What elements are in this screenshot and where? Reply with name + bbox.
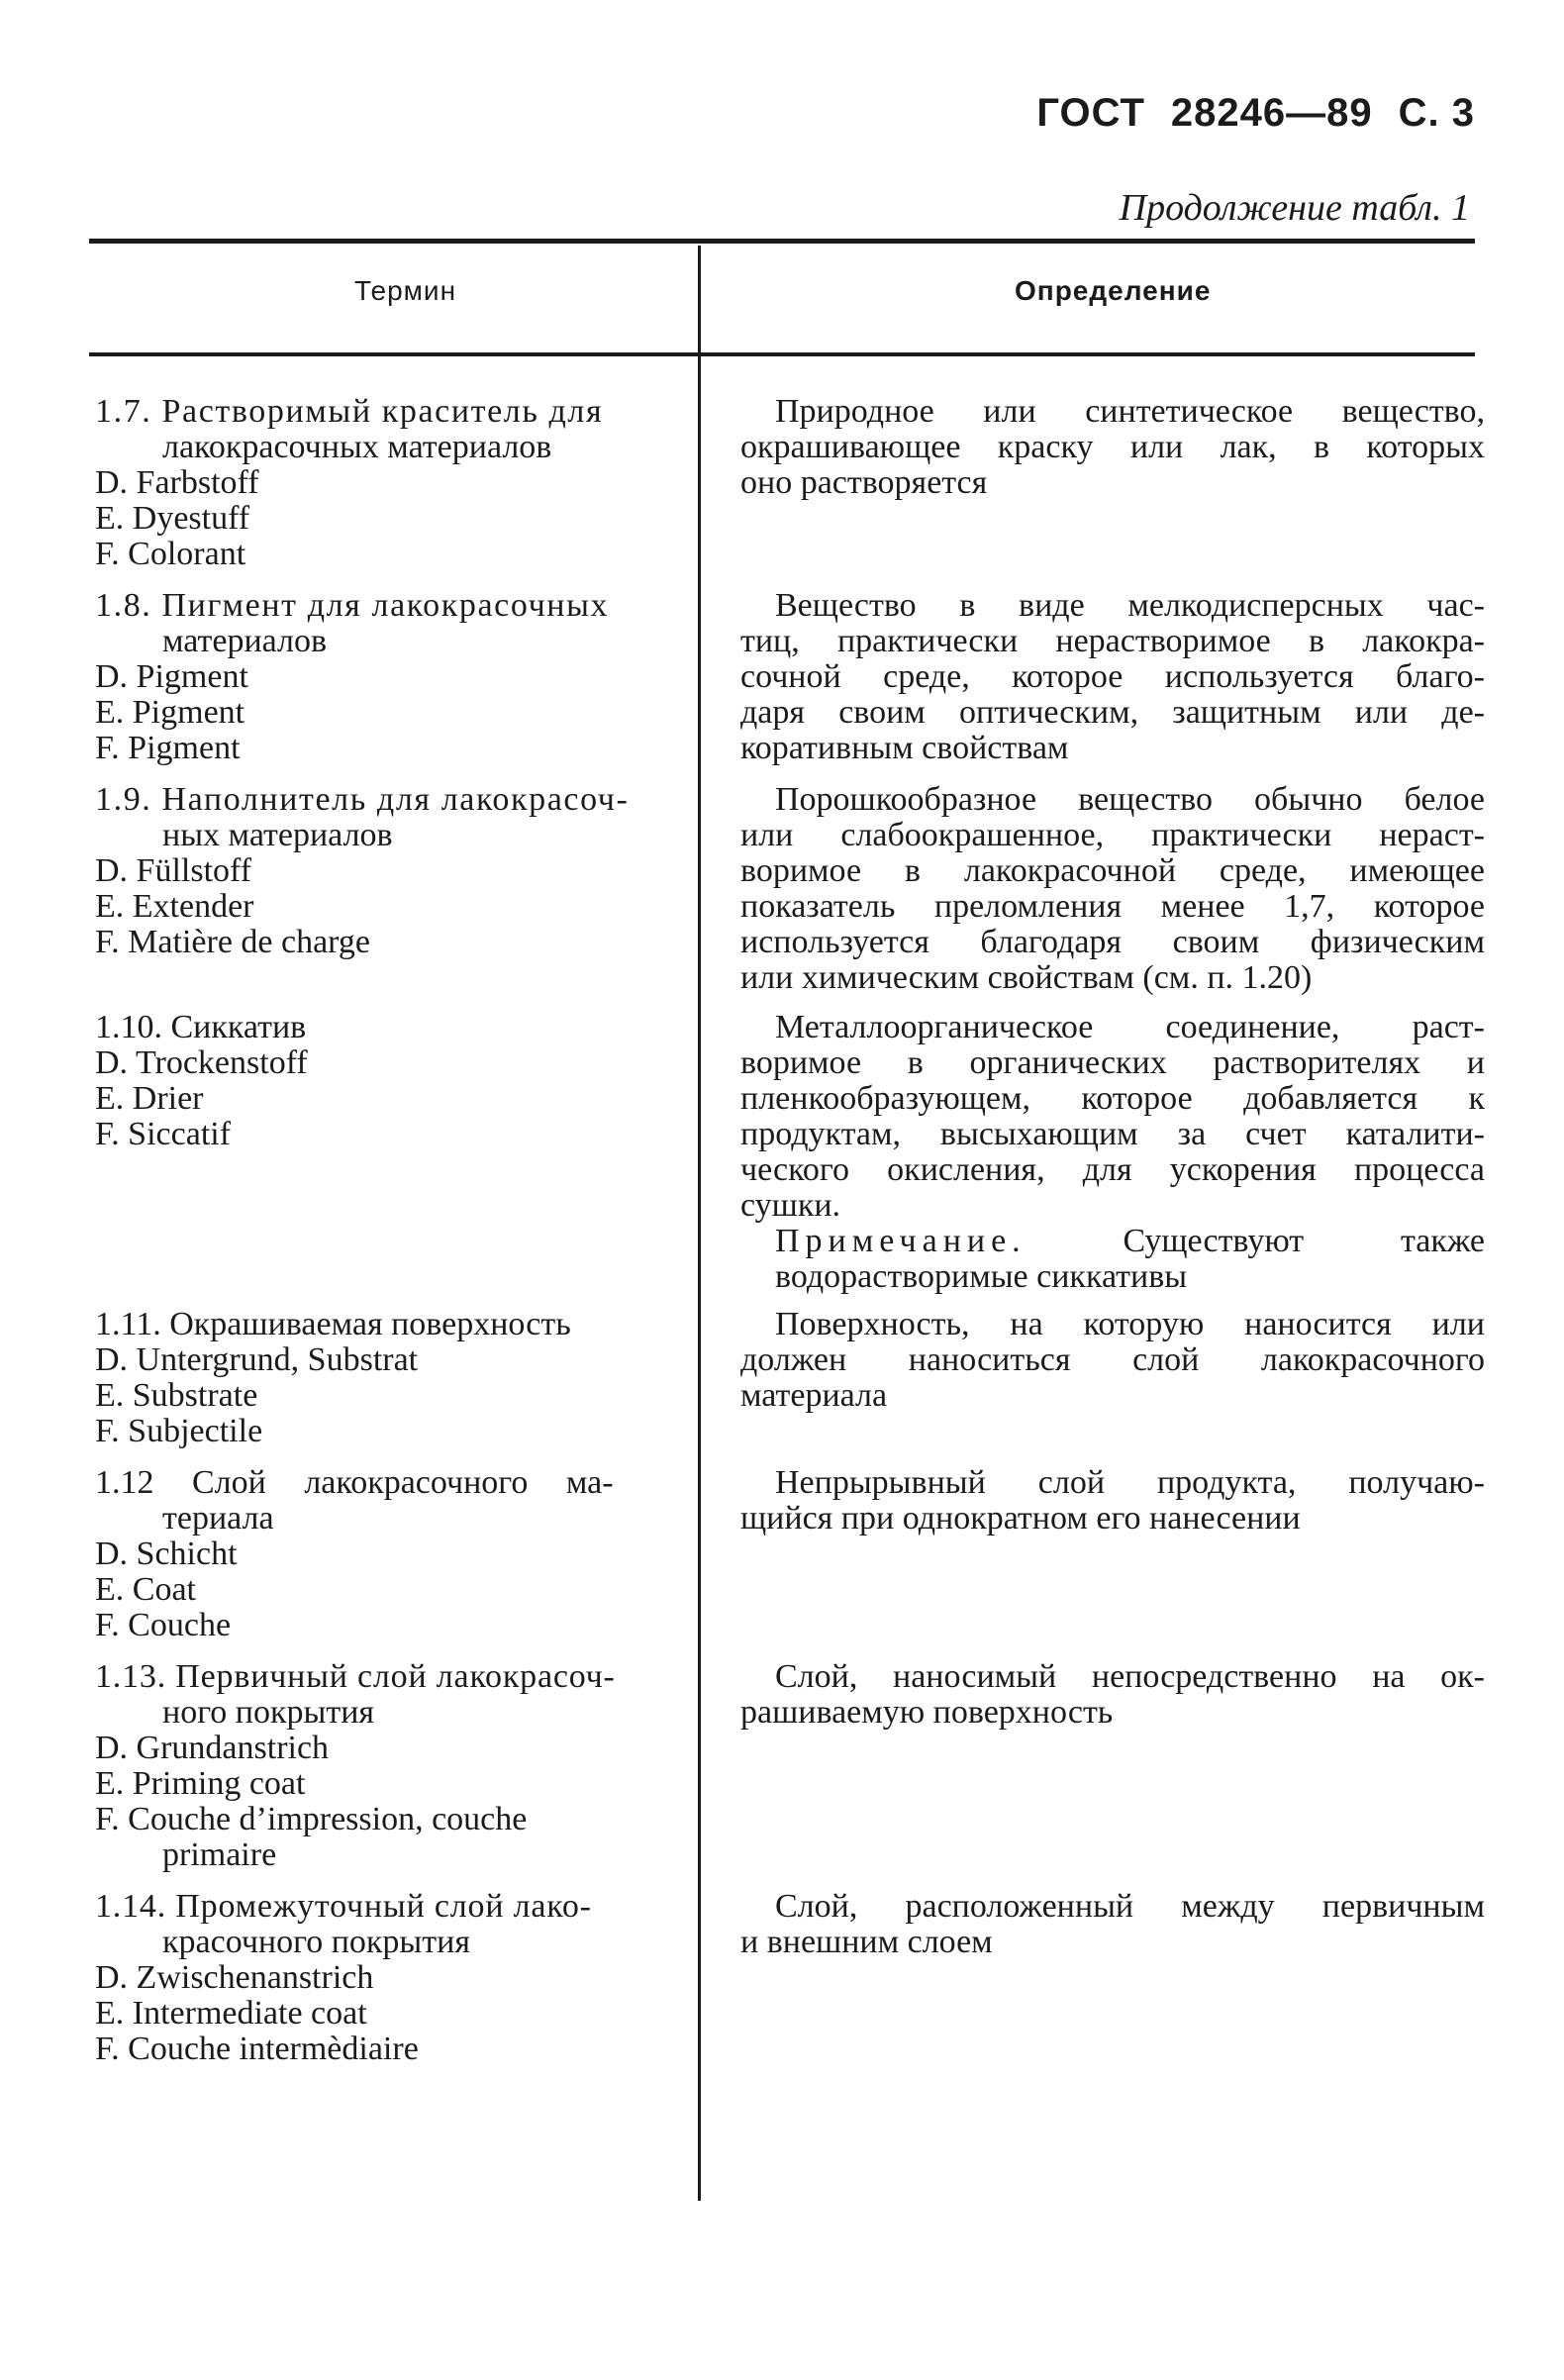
definition-line: Поверхность, на которую наносится или xyxy=(775,1306,1485,1342)
term-1-7 xyxy=(95,394,684,572)
note-label: Примечание. xyxy=(775,1223,1026,1259)
column-header-term: Термин xyxy=(354,275,457,306)
definition-1-12 xyxy=(740,1465,1485,1537)
definition-line: Порошкообразное вещество обычно белое xyxy=(775,781,1485,818)
term-line: лакокрасочных материалов xyxy=(162,429,552,465)
definition-line: или химическим свойствам (см. п. 1.20) xyxy=(740,959,1313,996)
definition-line: коративным свойствам xyxy=(740,730,1069,766)
lang-fr: F. Couche intermèdiaire xyxy=(95,2031,419,2067)
definition-line: воримое в органических растворителях и xyxy=(740,1044,1485,1081)
lang-en: E. Extender xyxy=(95,888,254,925)
definition-line: Слой, расположенный между первичным xyxy=(775,1888,1485,1925)
lang-fr: F. Subjectile xyxy=(95,1413,263,1449)
definition-line: показатель преломления менее 1,7, которое xyxy=(740,888,1485,925)
definition-line: воримое в лакокрасочной среде, имеющее xyxy=(740,852,1485,889)
lang-fr: F. Couche xyxy=(95,1607,232,1643)
term-line: ных материалов xyxy=(162,817,393,853)
header-gost: ГОСТ xyxy=(1036,91,1145,135)
table-header-rule xyxy=(89,352,1475,356)
definition-line: сочной среде, которое используется благо- xyxy=(740,658,1485,695)
lang-fr: F. Siccatif xyxy=(95,1116,232,1152)
lang-de: D. Schicht xyxy=(95,1536,238,1572)
definition-1-7 xyxy=(740,394,1485,501)
note-line xyxy=(740,1224,1485,1259)
definition-line: окрашивающее краску или лак, в которых xyxy=(740,429,1485,465)
term-line: 1.13. Первичный слой лакокрасоч- xyxy=(95,1658,616,1695)
page-header xyxy=(1036,91,1475,136)
lang-fr: F. Matière de charge xyxy=(95,924,370,960)
column-header-definition: Определение xyxy=(1015,275,1212,306)
definition-line: сушки. xyxy=(740,1187,841,1224)
definition-line: рашиваемую поверхность xyxy=(740,1694,1114,1731)
definition-line: Вещество в виде мелкодисперсных час- xyxy=(775,587,1485,624)
definition-line: ческого окисления, для ускорения процесса xyxy=(740,1151,1485,1188)
definition-1-10 xyxy=(740,1010,1485,1295)
lang-fr: F. Colorant xyxy=(95,536,246,572)
definition-line: Слой, наносимый непосредственно на ок- xyxy=(775,1658,1485,1695)
definition-line: или слабоокрашенное, практически нераст- xyxy=(740,817,1485,853)
definition-line: Непрырывный слой продукта, получаю- xyxy=(775,1464,1485,1501)
lang-de: D. Pigment xyxy=(95,658,248,695)
term-1-11 xyxy=(95,1307,684,1449)
term-1-13 xyxy=(95,1659,684,1873)
note-text: Существуют также xyxy=(1123,1223,1485,1259)
definition-1-11 xyxy=(740,1307,1485,1414)
term-line: 1.12 Слой лакокрасочного ма- xyxy=(95,1464,614,1501)
table-top-rule xyxy=(89,239,1475,244)
term-line: 1.10. Сиккатив xyxy=(95,1009,307,1045)
lang-de: D. Grundanstrich xyxy=(95,1730,330,1766)
definition-line: и внешним слоем xyxy=(740,1924,993,1960)
lang-en: E. Pigment xyxy=(95,694,245,731)
term-1-12 xyxy=(95,1465,684,1643)
lang-de: D. Füllstoff xyxy=(95,852,252,889)
lang-de: D. Trockenstoff xyxy=(95,1044,308,1081)
definition-line: тиц, практически нерастворимое в лакокра- xyxy=(740,623,1485,659)
term-line: 1.11. Окрашиваемая поверхность xyxy=(95,1306,571,1342)
term-line: 1.8. Пигмент для лакокрасочных xyxy=(95,587,610,624)
definition-line: Природное или синтетическое вещество, xyxy=(775,393,1485,430)
term-line: териала xyxy=(162,1500,274,1537)
term-1-9 xyxy=(95,782,684,960)
lang-en: E. Intermediate coat xyxy=(95,1995,367,2032)
term-line: материалов xyxy=(162,623,328,659)
lang-fr: F. Couche d’impression, couche xyxy=(95,1801,528,1837)
lang-en: E. Drier xyxy=(95,1080,204,1117)
lang-en: E. Coat xyxy=(95,1571,196,1608)
definition-line: продуктам, высыхающим за счет каталити- xyxy=(740,1116,1485,1152)
definition-line: должен наноситься слой лакокрасочного xyxy=(740,1341,1485,1378)
lang-en: E. Substrate xyxy=(95,1377,258,1414)
definition-1-14 xyxy=(740,1889,1485,1960)
definition-line: пленкообразующем, которое добавляется к xyxy=(740,1080,1485,1117)
term-line: 1.7. Растворимый краситель для xyxy=(95,393,604,430)
lang-de: D. Zwischenanstrich xyxy=(95,1959,374,1996)
lang-en: E. Priming coat xyxy=(95,1765,306,1802)
definition-line: даря своим оптическим, защитным или де- xyxy=(740,694,1485,731)
definition-line: используется благодаря своим физическим xyxy=(740,924,1485,960)
term-1-14 xyxy=(95,1889,684,2067)
lang-en: E. Dyestuff xyxy=(95,500,250,537)
header-number: 28246—89 xyxy=(1170,91,1373,135)
term-1-10 xyxy=(95,1010,684,1152)
term-line: 1.14. Промежуточный слой лако- xyxy=(95,1888,592,1925)
lang-fr-continued: primaire xyxy=(162,1836,277,1873)
term-1-8 xyxy=(95,588,684,766)
definition-line: щийся при однократном его нанесении xyxy=(740,1500,1301,1537)
term-line: 1.9. Наполнитель для лакокрасоч- xyxy=(95,781,630,818)
table-continuation: Продолжение табл. 1 xyxy=(1119,187,1470,229)
definition-line: материала xyxy=(740,1377,888,1414)
definition-line: Металлоорганическое соединение, раст- xyxy=(775,1009,1485,1045)
term-line: красочного покрытия xyxy=(162,1924,470,1960)
definition-1-9 xyxy=(740,782,1485,996)
table-column-divider xyxy=(698,246,701,2201)
lang-fr: F. Pigment xyxy=(95,730,241,766)
term-line: ного покрытия xyxy=(162,1694,375,1731)
definition-1-8 xyxy=(740,588,1485,766)
lang-de: D. Untergrund, Substrat xyxy=(95,1341,419,1378)
lang-de: D. Farbstoff xyxy=(95,464,259,501)
note-line: водорастворимые сиккативы xyxy=(775,1258,1188,1295)
header-page: С. 3 xyxy=(1398,91,1475,135)
definition-1-13 xyxy=(740,1659,1485,1731)
definition-line: оно растворяется xyxy=(740,464,988,501)
